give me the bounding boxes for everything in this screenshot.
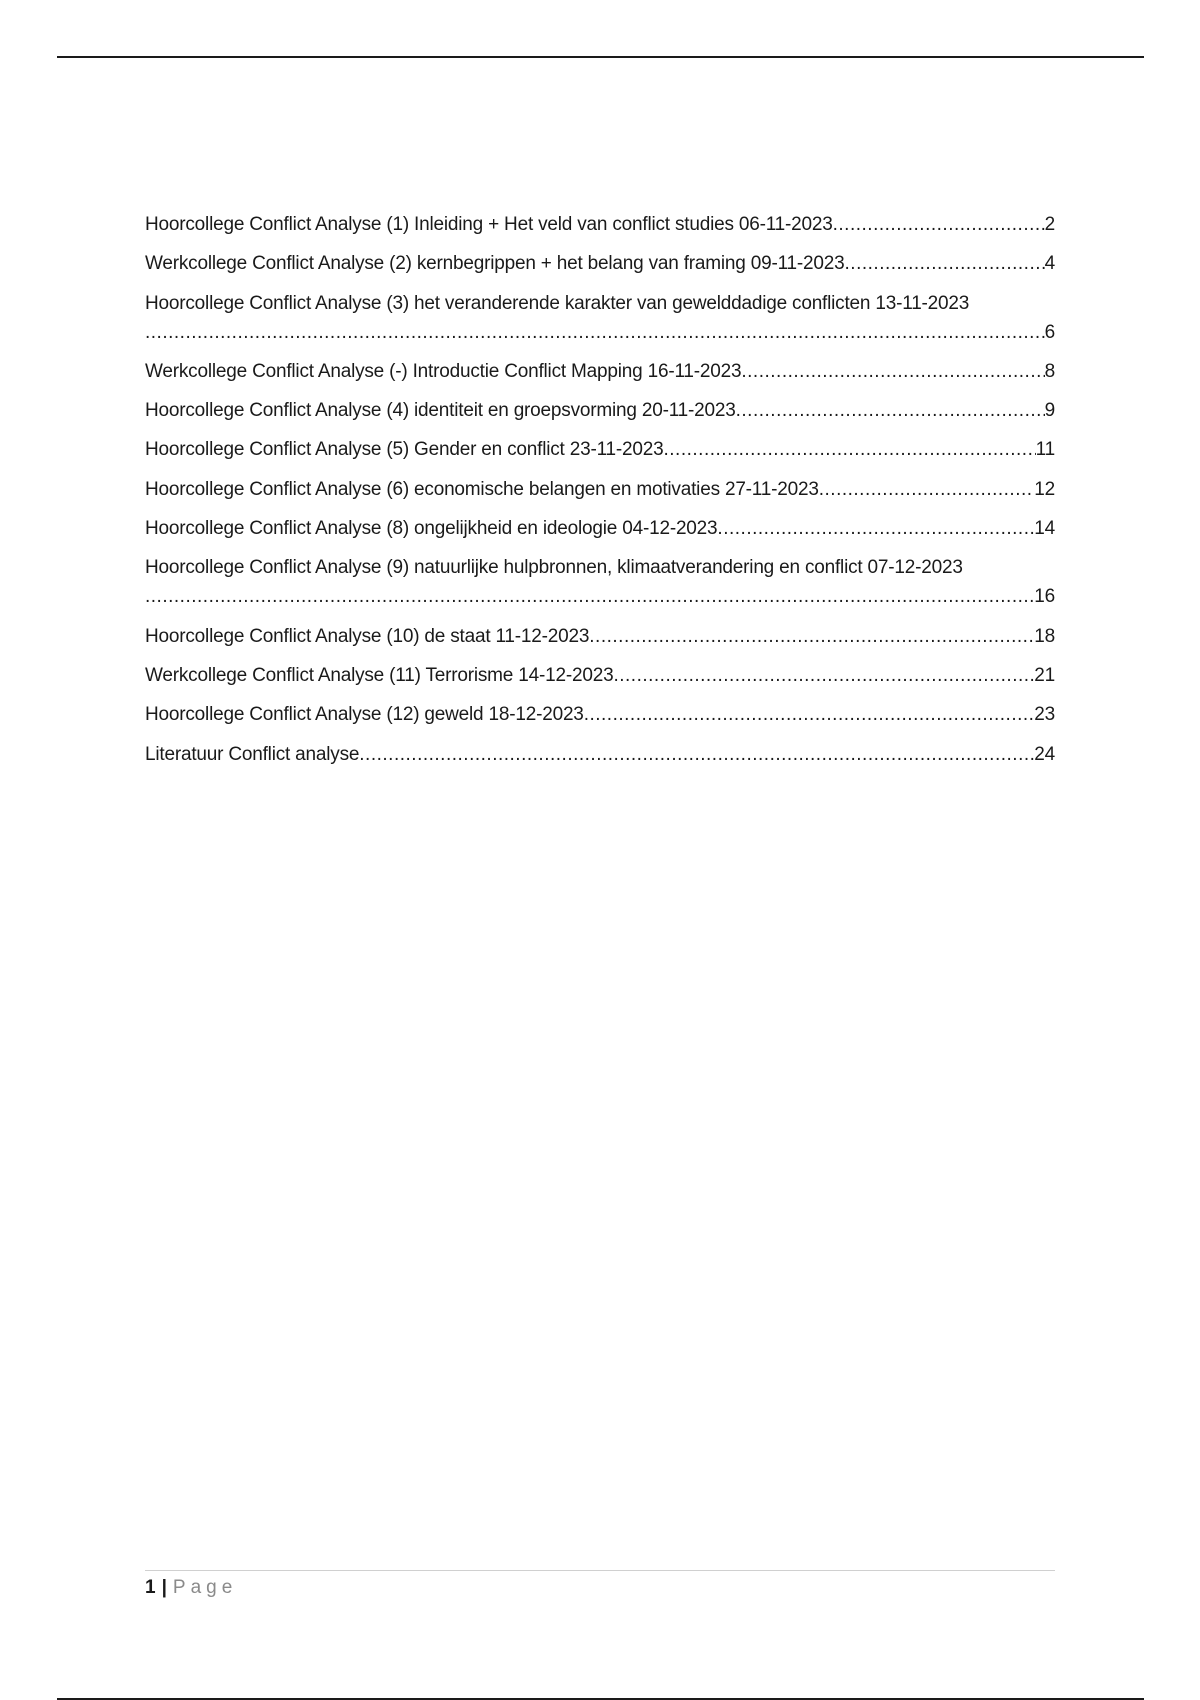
toc-entry-title: Hoorcollege Conflict Analyse (4) identiteit en groepsvorming 20-11-2023 — [145, 400, 736, 422]
toc-entry-page: 24 — [1034, 743, 1055, 765]
toc-entry-page: 23 — [1034, 704, 1055, 726]
toc-dot-leader — [717, 514, 1034, 543]
toc-dot-leader — [736, 396, 1045, 425]
toc-entry-6[interactable] — [145, 435, 1055, 464]
toc-entry-page: 8 — [1044, 360, 1055, 382]
toc-entry-9[interactable] — [145, 553, 1055, 611]
toc-entry-title: Werkcollege Conflict Analyse (11) Terrorisme 14-12-2023 — [145, 664, 614, 686]
toc-entry-13[interactable] — [145, 740, 1055, 769]
toc-entry-page: 6 — [1044, 321, 1055, 343]
toc-entry-10[interactable] — [145, 622, 1055, 651]
toc-entry-8[interactable] — [145, 514, 1055, 543]
toc-entry-title: Werkcollege Conflict Analyse (2) kernbegrippen + het belang van framing 09-11-2023 — [145, 253, 845, 275]
footer-separator: | — [161, 1577, 167, 1598]
toc-entry-4[interactable] — [145, 357, 1055, 386]
toc-dot-leader — [845, 249, 1045, 278]
toc-entry-title: Hoorcollege Conflict Analyse (8) ongelijkheid en ideologie 04-12-2023 — [145, 518, 718, 540]
toc-entry-title: Literatuur Conflict analyse — [145, 743, 360, 765]
toc-dot-leader — [664, 435, 1036, 464]
toc-entry-page: 14 — [1034, 518, 1055, 540]
toc-entry-title: Hoorcollege Conflict Analyse (1) Inleiding + Het veld van conflict studies 06-11-2023 — [145, 214, 833, 235]
table-of-contents — [145, 210, 1055, 779]
toc-entry-title: Hoorcollege Conflict Analyse (3) het veranderende karakter van gewelddadige conflicten 13-11-2023 — [145, 292, 970, 314]
toc-entry-page: 21 — [1034, 664, 1055, 686]
toc-entry-page: 12 — [1034, 478, 1055, 500]
toc-dot-leader — [589, 622, 1034, 651]
toc-dot-leader — [741, 357, 1044, 386]
toc-entry-11[interactable] — [145, 661, 1055, 690]
header-rule — [57, 56, 1144, 58]
toc-entry-page: 2 — [1044, 214, 1055, 235]
toc-dot-leader — [584, 700, 1035, 729]
toc-entry-title: Werkcollege Conflict Analyse (-) Introductie Conflict Mapping 16-11-2023 — [145, 360, 742, 382]
footer-page-word: Page — [172, 1577, 238, 1598]
toc-entry-5[interactable] — [145, 396, 1055, 425]
toc-entry-2[interactable] — [145, 249, 1055, 278]
toc-entry-3[interactable] — [145, 289, 1055, 347]
footer-page-number: 1 — [145, 1577, 156, 1598]
toc-entry-1[interactable] — [145, 210, 1055, 239]
toc-entry-title: Hoorcollege Conflict Analyse (10) de staat 11-12-2023 — [145, 625, 590, 647]
toc-entry-title: Hoorcollege Conflict Analyse (6) economische belangen en motivaties 27-11-2023 — [145, 478, 819, 500]
toc-entry-page: 11 — [1035, 439, 1055, 461]
toc-dot-leader — [359, 740, 1034, 769]
toc-entry-page: 4 — [1044, 253, 1055, 275]
toc-entry-page: 18 — [1034, 625, 1055, 647]
page-footer — [145, 1570, 1055, 1601]
toc-dot-leader — [145, 582, 1034, 611]
toc-entry-12[interactable] — [145, 700, 1055, 729]
toc-entry-7[interactable] — [145, 475, 1055, 504]
toc-dot-leader — [833, 210, 1045, 239]
toc-dot-leader — [819, 475, 1035, 504]
toc-dot-leader — [145, 318, 1045, 347]
toc-dot-leader — [613, 661, 1034, 690]
toc-entry-title: Hoorcollege Conflict Analyse (9) natuurlijke hulpbronnen, klimaatverandering en conflict 07-12-2023 — [145, 557, 963, 579]
toc-entry-title: Hoorcollege Conflict Analyse (12) geweld 18-12-2023 — [145, 704, 584, 726]
toc-entry-page: 9 — [1044, 400, 1055, 422]
toc-entry-title: Hoorcollege Conflict Analyse (5) Gender en conflict 23-11-2023 — [145, 439, 664, 461]
toc-entry-page: 16 — [1034, 586, 1055, 608]
